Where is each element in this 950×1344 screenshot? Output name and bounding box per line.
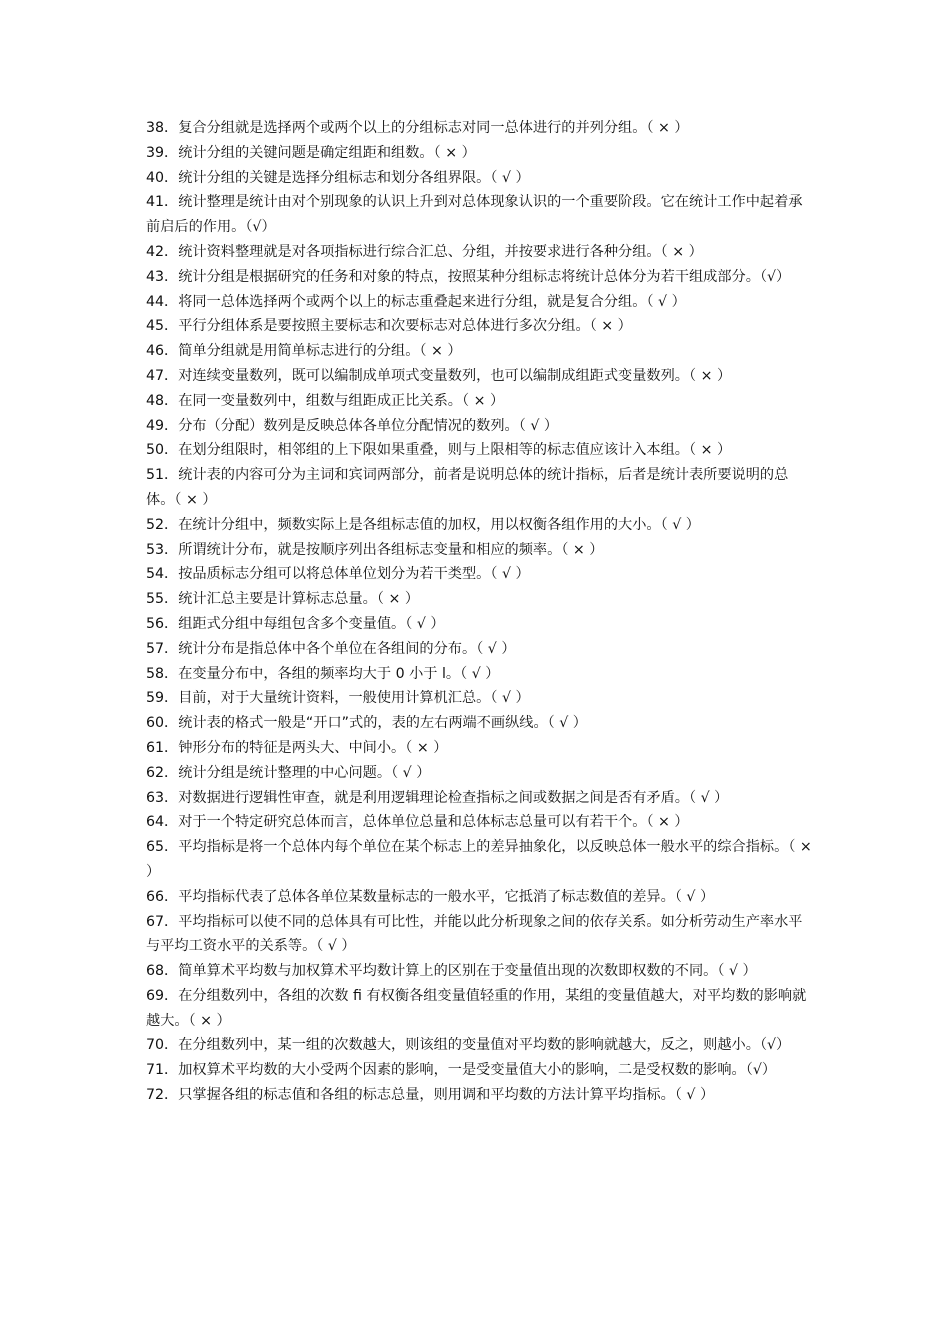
question-item: 50．在划分组限时，相邻组的上下限如果重叠，则与上限相等的标志值应该计入本组。（ × ） bbox=[146, 442, 732, 459]
question-item: 54．按品质标志分组可以将总体单位划分为若干类型。（ √ ） bbox=[146, 566, 530, 583]
question-item: 48．在同一变量数列中，组数与组距成正比关系。（ × ） bbox=[146, 392, 505, 409]
question-item: 47．对连续变量数列，既可以编制成单项式变量数列，也可以编制成组距式变量数列。（ × ） bbox=[146, 367, 732, 384]
question-item: 68．简单算术平均数与加权算术平均数计算上的区别在于变量值出现的次数即权数的不同。（ √ ） bbox=[146, 963, 757, 980]
question-item: 63．对数据进行逻辑性审查，就是利用逻辑理论检查指标之间或数据之间是否有矛盾。（ √ ） bbox=[146, 789, 729, 806]
question-item: 45．平行分组体系是要按照主要标志和次要标志对总体进行多次分组。（ × ） bbox=[146, 318, 632, 335]
question-item: 42．统计资料整理就是对各项指标进行综合汇总、分组，并按要求进行各种分组。（ × ） bbox=[146, 243, 703, 260]
question-item: 56．组距式分组中每组包含多个变量值。（ √ ） bbox=[146, 615, 445, 632]
document-page bbox=[146, 116, 816, 1108]
question-item: 61．钟形分布的特征是两头大、中间小。（ × ） bbox=[146, 739, 448, 756]
question-item: 60．统计表的格式一般是“开口”式的，表的左右两端不画纵线。（ √ ） bbox=[146, 715, 587, 732]
question-item: 39．统计分组的关键问题是确定组距和组数。（ × ） bbox=[146, 144, 476, 161]
question-item: 65．平均指标是将一个总体内每个单位在某个标志上的差异抽象化，以反映总体一般水平的综合指标。（ × ） bbox=[146, 839, 812, 880]
question-item: 59．目前，对于大量统计资料，一般使用计算机汇总。（ √ ） bbox=[146, 690, 530, 707]
question-item: 53．所谓统计分布，就是按顺序列出各组标志变量和相应的频率。（ × ） bbox=[146, 541, 604, 558]
question-item: 72．只掌握各组的标志值和各组的标志总量，则用调和平均数的方法计算平均指标。（ √ ） bbox=[146, 1087, 715, 1104]
question-item: 67．平均指标可以使不同的总体具有可比性，并能以此分析现象之间的依存关系。如分析劳动生产率水平与平均工资水平的关系等。（ √ ） bbox=[146, 913, 803, 955]
question-item: 51．统计表的内容可分为主词和宾词两部分，前者是说明总体的统计指标，后者是统计表所要说明的总体。（ × ） bbox=[146, 467, 789, 508]
question-item: 55．统计汇总主要是计算标志总量。（ × ） bbox=[146, 591, 420, 608]
question-item: 62．统计分组是统计整理的中心问题。（ √ ） bbox=[146, 764, 431, 781]
question-item: 38．复合分组就是选择两个或两个以上的分组标志对同一总体进行的并列分组。（ × ） bbox=[146, 120, 689, 136]
question-item: 70．在分组数列中，某一组的次数越大，则该组的变量值对平均数的影响就越大，反之，则越小。（√） bbox=[146, 1037, 791, 1054]
question-item: 41．统计整理是统计由对个别现象的认识上升到对总体现象认识的一个重要阶段。它在统计工作中起着承前启后的作用。（√） bbox=[146, 194, 803, 236]
question-item: 49．分布（分配）数列是反映总体各单位分配情况的数列。（ √ ） bbox=[146, 417, 559, 434]
question-item: 40．统计分组的关键是选择分组标志和划分各组界限。（ √ ） bbox=[146, 169, 530, 186]
question-item: 69．在分组数列中，各组的次数 fi 有权衡各组变量值轻重的作用，某组的变量值越大，对平均数的影响就越大。（ × ） bbox=[146, 987, 807, 1029]
question-item: 43．统计分组是根据研究的任务和对象的特点，按照某种分组标志将统计总体分为若干组成部分。（√） bbox=[146, 268, 791, 285]
question-item: 64．对于一个特定研究总体而言，总体单位总量和总体标志总量可以有若干个。（ × ） bbox=[146, 814, 689, 831]
question-item: 44．将同一总体选择两个或两个以上的标志重叠起来进行分组，就是复合分组。（ √ ） bbox=[146, 293, 686, 310]
question-item: 66．平均指标代表了总体各单位某数量标志的一般水平，它抵消了标志数值的差异。（ √ ） bbox=[146, 888, 715, 905]
question-item: 57．统计分布是指总体中各个单位在各组间的分布。（ √ ） bbox=[146, 640, 516, 657]
question-item: 58．在变量分布中，各组的频率均大于 0 小于 l。（ √ ） bbox=[146, 665, 500, 682]
question-item: 52．在统计分组中，频数实际上是各组标志值的加权，用以权衡各组作用的大小。（ √ ） bbox=[146, 516, 700, 533]
question-item: 46．简单分组就是用简单标志进行的分组。（ × ） bbox=[146, 343, 462, 360]
question-item: 71．加权算术平均数的大小受两个因素的影响，一是受变量值大小的影响，二是受权数的影响。（√） bbox=[146, 1062, 777, 1079]
